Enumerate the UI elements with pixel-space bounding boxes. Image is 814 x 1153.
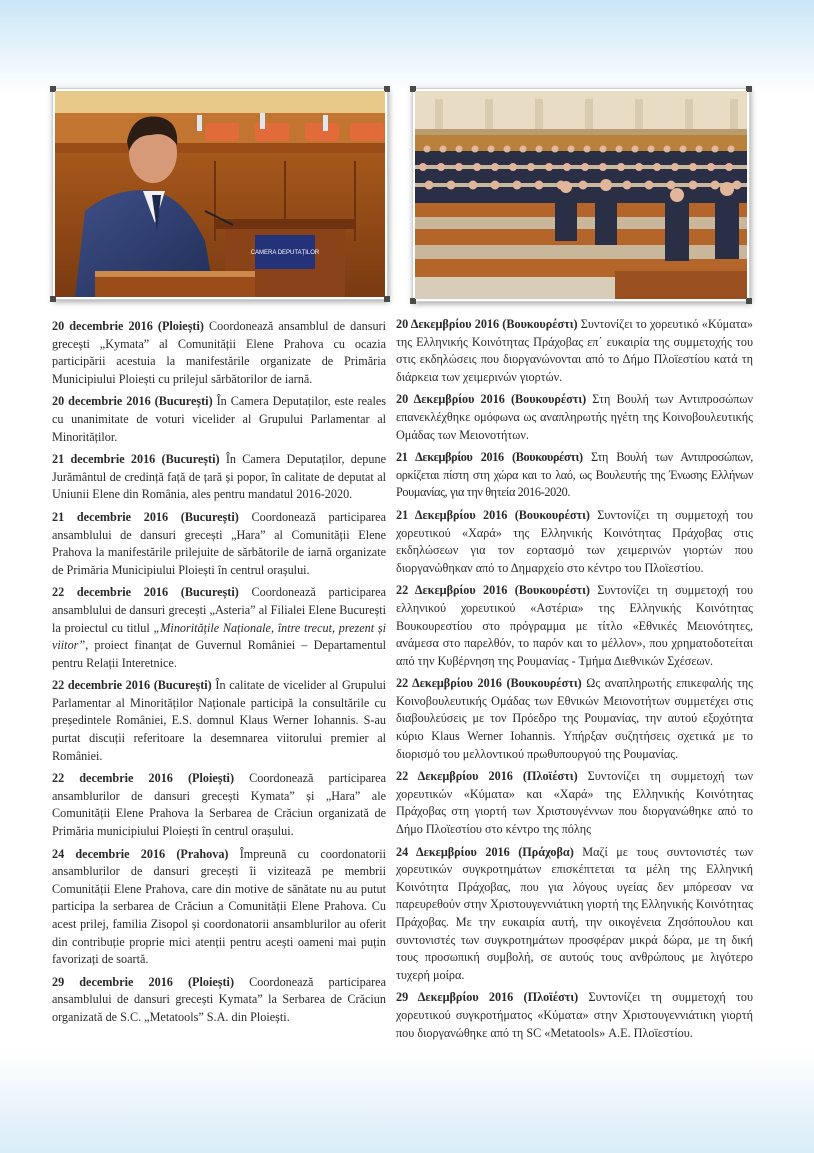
left-photo-frame (52, 88, 388, 300)
entry-ro-2: 20 decembrie 2016 (București) În Camera Deputaților, este reales cu unanimitate de voturi vicelider al Grupului Parlamentar al Minorităților. (52, 394, 386, 444)
entry-ro-5: 22 decembrie 2016 (București) Coordonează participarea ansamblului de dansuri grecești „Asteria” al Filialei Elene București la proiectul cu titlul „Minoritățile Naționale, între trecut, prezent și viitor”, proiect finanțat de Guvernul României – Departamentul pentru Relații Interetnice. (52, 585, 386, 670)
entry-ro-6: 22 decembrie 2016 (București) În calitate de vicelider al Grupului Parlamentar al Minorităților Naționale participă la consultările cu președintele României, E.S. domnul Klaus Werner Iohannis. S-au purtat discuții referitoare la desemnarea viitorului premier al României. (52, 678, 387, 763)
podium-name-plate: CAMERA DEPUTAȚILOR (250, 250, 320, 256)
entry-gr-4: 21 Δεκεμβρίου 2016 (Βουκουρέστι) Συντονίζει τη συμμετοχή του χορευτικού «Χαρά» της Ελληνικής Κοινότητας Πράχοβας στις εκδηλώσεων για τον εορτασμό των χειμερινών γιορτών που διοργανώθηκαν από το Δημαρχείο στο κέντρο του Πλοϊεστίου. (396, 507, 753, 575)
entry-gr-9: 29 Δεκεμβρίου 2016 (Πλοϊέστι) Συντονίζει τη συμμετοχή του χορευτικού συγκροτήματος «Κύματα» στην Χριστουγεννιάτικη γιορτή που διοργανώθηκε από τη SC «Metatools» Α.Ε. Πλοϊεστίου. (396, 990, 753, 1040)
right-photo-frame (412, 88, 750, 302)
right-column-greek (396, 316, 753, 1047)
entry-ro-1: 20 decembrie 2016 (Ploiești) Coordonează ansamblul de dansuri grecești „Kymata” al Comunității Elene Prahova cu ocazia participării acestuia la manifestările organizate de Primăria Municipiului Ploiești cu prilejul sărbătorilor de iarnă. (52, 319, 386, 386)
entry-gr-1: 20 Δεκεμβρίου 2016 (Βουκουρέστι) Συντονίζει το χορευτικό «Κύματα» της Ελληνικής Κοινότητας Πράχοβας επ΄ ευκαιρία της συμμετοχής του στις εκδηλώσεις που διοργανώνονται από το Δήμο Πλοϊεστίου κατά τη διάρκεια των χειμερινών γιορτών. (396, 317, 753, 384)
entry-gr-2: 20 Δεκεμβρίου 2016 (Βουκουρέστι) Στη Βουλή των Αντιπροσώπων επανεκλέχθηκε ομόφωνα ως αναπληρωτής ηγέτη της Κοινοβουλευτικής Ομάδας των Μειονοτήτων. (396, 392, 753, 442)
right-photo (415, 91, 747, 299)
entry-ro-8: 24 decembrie 2016 (Prahova) Împreună cu coordonatorii ansamblurilor de dansuri grecești îi vizitează pe membrii Comunității Elene Prahova, care din motive de sănătate nu au putut participa la serbarea de Crăciun a Comunității Elene Prahova. Cu acest prilej, familia Zisopol și coordonatorii ansamblurilor au oferit din contribuție proprie mici atenții pentru acești oameni mai puțin favorizați de soartă. (52, 846, 386, 967)
left-column-romanian (52, 318, 386, 1032)
entry-ro-7: 22 decembrie 2016 (Ploiești) Coordonează participarea ansamblurilor de dansuri grecești Kymata” și „Hara” ale Comunității Elene Prahova la Serbarea de Crăciun organizată de Primăria municipiului Ploiești în centrul orașului. (52, 771, 387, 839)
left-photo (55, 91, 385, 297)
parliament-chamber-image (415, 91, 747, 299)
entry-gr-8: 24 Δεκεμβρίου 2016 (Πράχοβα) Μαζί με τους συντονιστές των χορευτικών συγκροτημάτων επισκέπτεται τα μέλη της Ελληνική Κοινότητα Πράχοβας, που για λόγους υγείας δεν μπόρεσαν να παρευρεθούν στην Χριστουγεννιάτικη γιορτή της Ελληνικής Κοινότητας Πράχοβας. Με την ευκαιρία αυτή, την οικογένεια Ζησόπουλου και συντονιστές των συγκροτημάτων προσφέραν μικρά δώρα, με τη δική τους προσωπική συμβολή, σε αυτούς τους ανθρώπους με λιγότερο τυχερή μοίρα. (396, 844, 753, 982)
entry-ro-9: 29 decembrie 2016 (Ploiești) Coordonează participarea ansamblului de dansuri grecești Kymata” la Serbarea de Crăciun organizată de S.C. „Metatools” S.A. din Ploiești. (52, 974, 387, 1024)
speaker-at-podium-image (55, 91, 385, 297)
entry-ro-4: 21 decembrie 2016 (București) Coordonează participarea ansamblului de dansuri grecești „Hara” al Comunității Elene Prahova la manifestările prilejuite de sărbătorile de iarnă organizate de Primăria Municipiului Ploiești în centrul orașului. (52, 509, 386, 577)
entry-gr-7: 22 Δεκεμβρίου 2016 (Πλοϊέστι) Συντονίζει τη συμμετοχή των χορευτικών «Κύματα» και «Χαρά» της Ελληνικής Κοινότητας Πράχοβας στη γιορτή των Χριστουγέννων που διοργανώθηκε από το Δήμο Πλοϊεστίου στο κέντρο της πόλης (396, 769, 753, 837)
entry-ro-3: 21 decembrie 2016 (București) În Camera Deputaților, depune Jurământul de credință față de țară și popor, în calitate de deputat al Uniunii Elene din România, ales pentru mandatul 2016-2020. (52, 452, 387, 502)
entry-gr-6: 22 Δεκεμβρίου 2016 (Βουκουρέστι) Ως αναπληρωτής επικεφαλής της Κοινοβουλευτικής Ομάδας των Εθνικών Μειονοτήτων συμμετέχει στις διαβουλεύσεις με τον Πρόεδρο της Ρουμανίας, την αυτού εξοχότητα κύριο Klaus Werner Iohannis. Υπήρξαν συζητήσεις σχετικά με το διορισμό του μελλοντικού πρωθυπουργού της Ρουμανίας. (396, 676, 753, 761)
entry-gr-5: 22 Δεκεμβρίου 2016 (Βουκουρέστι) Συντονίζει τη συμμετοχή του ελληνικού χορευτικού «Αστέρια» της Ελληνικής Κοινότητας Βουκουρεστίου στο πρόγραμμα με τίτλο «Εθνικές Μειονότητες, ανάμεσα στο παρελθόν, το παρόν και το μέλλον», που χρηματοδοτείται από την Κυβέρνηση της Ρουμανίας - Τμήμα Διεθνικών Σχέσεων. (396, 583, 753, 668)
entry-gr-3: 21 Δεκεμβρίου 2016 (Βουκουρέστι) Στη Βουλή των Αντιπροσώπων, ορκίζεται πίστη στη χώρα και το λαό, ως Βουλευτής της Ένωσης Ελλήνων Ρουμανίας, για την θητεία 2016-2020. (396, 450, 753, 500)
